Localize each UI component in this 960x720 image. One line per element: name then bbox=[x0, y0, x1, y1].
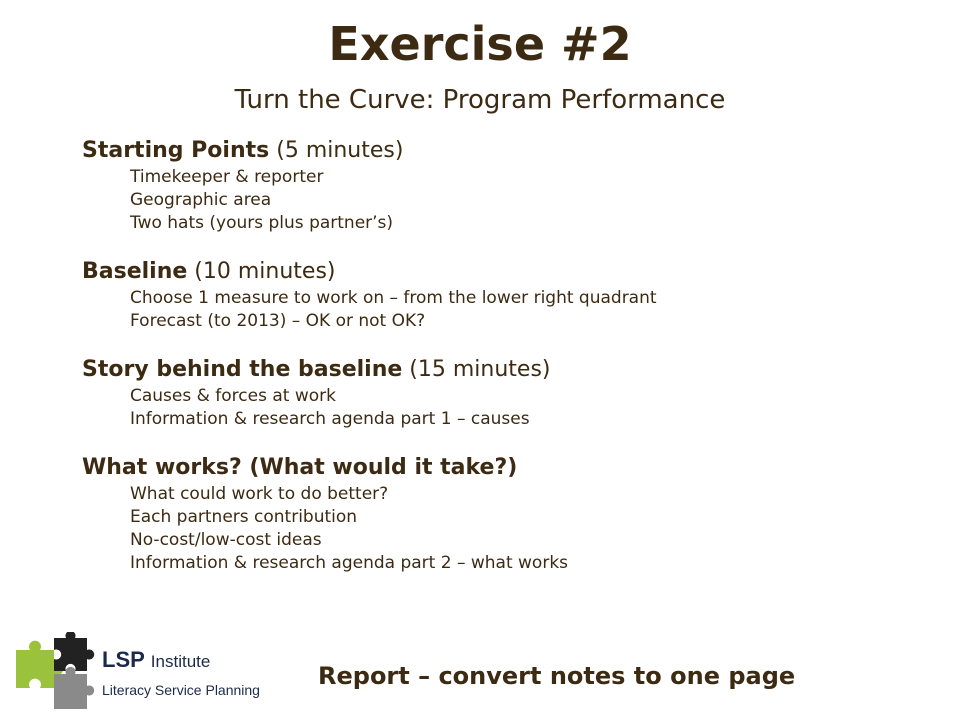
section-heading-time: (15 minutes) bbox=[402, 357, 551, 382]
list-item: Causes & forces at work bbox=[130, 386, 336, 406]
list-item: Forecast (to 2013) – OK or not OK? bbox=[130, 311, 426, 331]
report-instruction: Report – convert notes to one page bbox=[318, 662, 796, 690]
list-item: Timekeeper & reporter bbox=[130, 167, 324, 187]
section-story-behind-baseline bbox=[82, 355, 942, 431]
section-heading-title: What works? (What would it take?) bbox=[82, 455, 518, 480]
logo-brand-name: LSP bbox=[102, 647, 145, 672]
slide-content bbox=[82, 136, 942, 597]
slide-subtitle: Turn the Curve: Program Performance bbox=[234, 85, 726, 115]
section-heading-title: Story behind the baseline bbox=[82, 357, 403, 382]
section-heading-time: (5 minutes) bbox=[269, 138, 404, 163]
list-item: Geographic area bbox=[130, 190, 272, 210]
section-heading-title: Baseline bbox=[82, 259, 188, 284]
puzzle-icon bbox=[10, 632, 100, 712]
lsp-institute-logo bbox=[10, 632, 260, 712]
logo-brand-suffix: Institute bbox=[150, 652, 211, 671]
section-heading-time: (10 minutes) bbox=[187, 259, 336, 284]
list-item: No-cost/low-cost ideas bbox=[130, 530, 322, 550]
list-item: Two hats (yours plus partner’s) bbox=[130, 213, 394, 233]
section-heading-title: Starting Points bbox=[82, 138, 270, 163]
slide-title: Exercise #2 bbox=[328, 17, 632, 71]
section-heading bbox=[82, 136, 942, 166]
section-what-works bbox=[82, 453, 942, 575]
list-item: Choose 1 measure to work on – from the lower right quadrant bbox=[130, 288, 657, 308]
section-heading bbox=[82, 257, 942, 287]
logo-brand bbox=[102, 647, 210, 673]
section-starting-points bbox=[82, 136, 942, 235]
list-item: Information & research agenda part 1 – causes bbox=[130, 409, 530, 429]
list-item: What could work to do better? bbox=[130, 484, 389, 504]
section-heading bbox=[82, 355, 942, 385]
section-baseline bbox=[82, 257, 942, 333]
section-heading bbox=[82, 453, 942, 483]
logo-tagline: Literacy Service Planning bbox=[102, 682, 260, 698]
list-item: Each partners contribution bbox=[130, 507, 358, 527]
list-item: Information & research agenda part 2 – what works bbox=[130, 553, 569, 573]
